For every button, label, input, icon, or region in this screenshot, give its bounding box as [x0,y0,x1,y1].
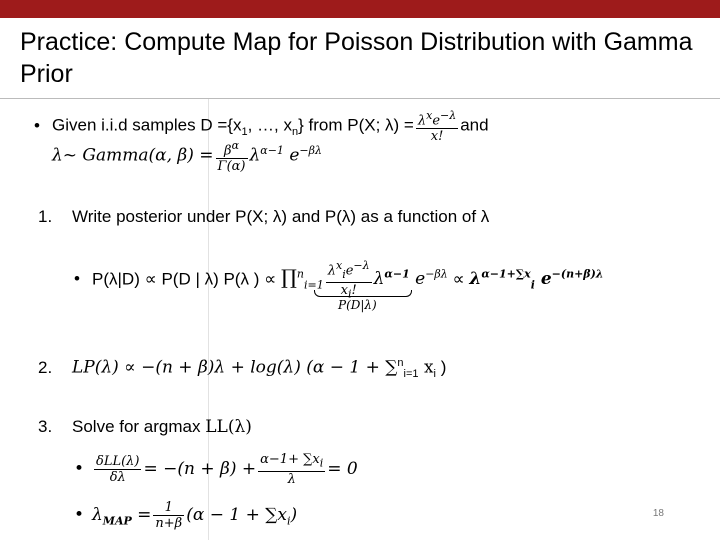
frac-den: δλ [109,469,126,485]
derivative-line [74,452,358,487]
frac-den: Γ(α) [217,159,246,175]
gamma-lhs: λ~ Gamma(α, β) = [52,145,214,166]
frac2-num: α−1+ ∑x [260,452,320,467]
poisson-pmf-fraction [416,108,458,144]
post-sup: α−1 [384,267,410,281]
derivative-fraction-2 [258,452,325,487]
frac-num: λ [417,113,427,129]
step-number: 1. [38,207,53,226]
frac-num-sup2: −λ [353,259,370,272]
final: λ [469,269,482,290]
top-accent-bar [0,0,720,18]
derivative-fraction [94,454,141,485]
sum-close: ) [436,357,447,377]
sum-sub: i=1 [403,368,419,381]
frac-num-sup: x [335,259,343,272]
gamma-rhs-b: e [283,145,300,166]
prod-sub: i=1 [303,278,324,292]
equals: = [131,505,152,525]
given-text-a: Given i.i.d samples D ={x [52,115,242,135]
frac-num: λ [327,263,336,279]
step-1 [38,206,489,228]
gamma-rhs-sup2: −βλ [299,144,322,158]
title-divider [0,98,720,99]
map-fraction [153,500,184,531]
given-text-b: , …, x [247,115,292,135]
given-text-c: } from P(X; λ) = [298,115,414,135]
final-sup: α−1+∑x [481,267,531,281]
frac-den: x! [430,129,444,145]
frac-num-b: e [432,113,441,129]
step-2 [38,352,446,385]
page-number: 18 [652,508,664,519]
sum-sup: n [397,357,404,369]
map-rhs-sub: i [286,514,291,528]
ll-term: LL(λ) [205,417,252,437]
frac-num: 1 [153,500,184,516]
bullet: • [34,115,40,135]
frac-den-sub: i [347,287,352,301]
derivative-tail: = 0 [327,458,358,479]
gamma-fraction [216,138,248,174]
frac-num-sup: x [426,109,433,122]
prod-sup: n [296,267,304,281]
frac-num-sup2: −λ [440,109,457,122]
post: λ [373,269,385,290]
sub-n: n [291,126,299,139]
slide-title: Practice: Compute Map for Poisson Distribution with Gamma Prior [20,28,693,88]
posterior-text: P(λ|D) ∝ P(D | λ) P(λ ) ∝ [92,269,277,289]
final-sup-sub: i [530,278,535,292]
gamma-prior-line [52,138,322,174]
map-sub: MAP [102,514,132,528]
post-b: e [409,269,426,290]
frac-num: β [224,143,232,159]
map-rhs-close: ) [290,505,298,525]
step-text: Solve for argmax [72,417,206,436]
log-posterior-text: LP(λ) ∝ −(n + β)λ + log(λ) (α − 1 + ∑ [72,357,398,378]
product-expression [280,259,448,301]
posterior-final [469,267,604,292]
sum-tail-sub: i [433,368,436,381]
post-sup2: −βλ [425,267,448,281]
frac2-den: λ [287,471,296,487]
frac-den: n+β [155,516,183,531]
map-estimate-line [74,500,297,532]
gamma-rhs: λ [249,145,261,166]
final-sup2: −(n+β)λ [551,267,604,281]
underbrace [314,290,412,297]
step-3 [38,416,252,438]
proportional-symbol: ∝ [452,269,465,289]
final-b: e [534,269,552,290]
derivative-mid: = −(n + β) + [143,458,257,479]
given-text-d: and [460,115,489,135]
step-text: Write posterior under P(X; λ) and P(λ) as a function of λ [72,207,490,226]
underbrace-label: P(D|λ) [338,298,377,312]
sum-tail: x [418,357,434,378]
frac-den: x [340,282,348,298]
frac-num-b: e [345,263,354,279]
sub-1: 1 [241,126,248,139]
frac2-num-sub: i [319,456,324,470]
gamma-rhs-sup: α−1 [260,144,284,158]
frac-num-sup: α [231,139,239,152]
bullet: • [74,505,85,525]
product-symbol: ∏ [280,265,297,290]
bullet: • [74,458,85,479]
frac-num: δLL(λ) [96,453,140,469]
step-number: 3. [38,417,53,436]
step-number: 2. [38,357,53,377]
frac-num-sub: i [342,267,346,281]
frac-den-b: ! [351,282,357,298]
lambda-map: λ [92,505,103,525]
map-rhs: (α − 1 + ∑x [186,505,287,525]
bullet: • [74,269,80,289]
